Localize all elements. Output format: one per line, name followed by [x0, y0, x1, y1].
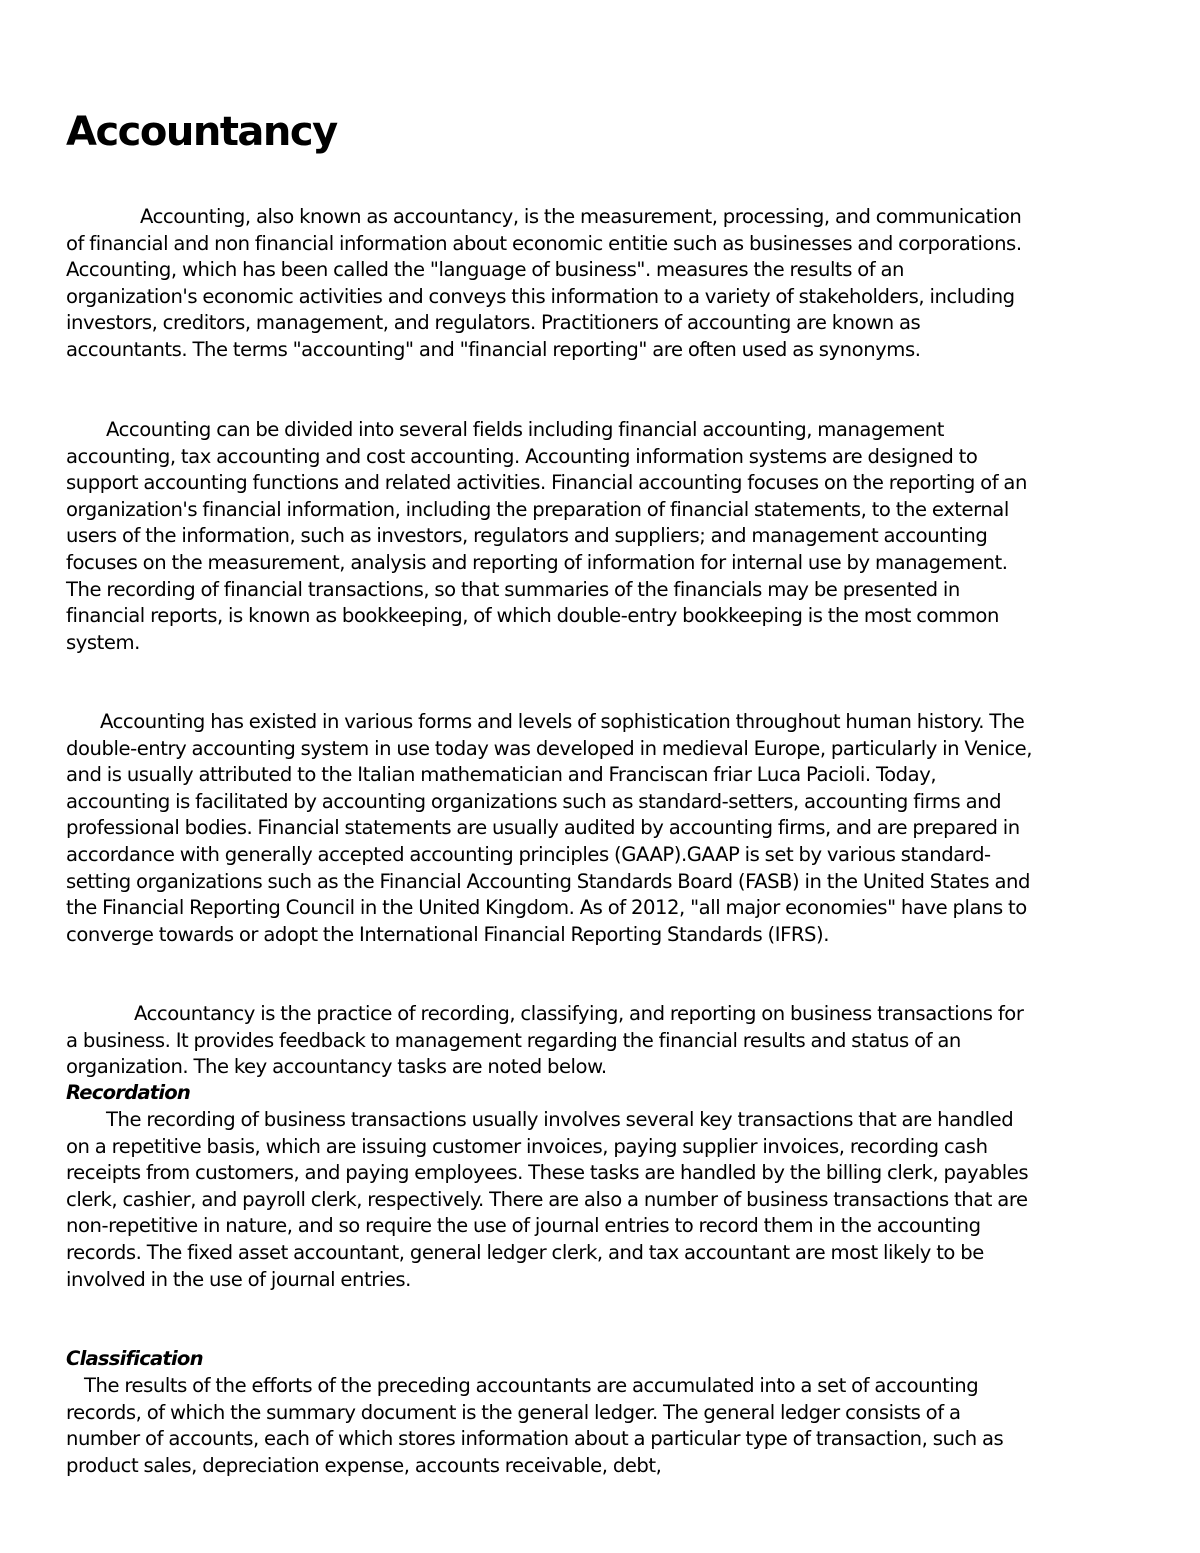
- practice-paragraph: Accountancy is the practice of recording, classifying, and reporting on business transactions for a business. It provides feedback to management regarding the financial results and status of an organization. The key accountancy tasks are noted below.: [66, 1002, 1024, 1079]
- classification-heading: Classification: [66, 1347, 203, 1370]
- history-paragraph: Accounting has existed in various forms and levels of sophistication throughout human history. The double-entry accounting system in use today was developed in medieval Europe, particularly in Venice, and is usually attributed to the Italian mathematician and Franciscan friar Luca Pacioli. Today, accounting is facilitated by accounting organizations such as standard-setters, accounting firms and professional bodies. Financial statements are usually audited by accounting firms, and are prepared in accordance with generally accepted accounting principles (GAAP).GAAP is set by various standard-setting organizations such as the Financial Accounting Standards Board (FASB) in the United States and the Financial Reporting Council in the United Kingdom. As of 2012, "all major economies" have plans to converge towards or adopt the International Financial Reporting Standards (IFRS).: [66, 710, 1033, 946]
- recordation-paragraph: The recording of business transactions usually involves several key transactions that are handled on a repetitive basis, which are issuing customer invoices, paying supplier invoices, recording cash receipts from customers, and paying employees. These tasks are handled by the billing clerk, payables clerk, cashier, and payroll clerk, respectively. There are also a number of business transactions that are non-repetitive in nature, and so require the use of journal entries to record them in the accounting records. The fixed asset accountant, general ledger clerk, and tax accountant are most likely to be involved in the use of journal entries.: [66, 1108, 1029, 1291]
- recordation-heading: Recordation: [66, 1081, 191, 1104]
- fields-paragraph: Accounting can be divided into several fields including financial accounting, management accounting, tax accounting and cost accounting. Accounting information systems are designed to support accounting functions and related activities. Financial accounting focuses on the reporting of an organization's financial information, including the preparation of financial statements, to the external users of the information, such as investors, regulators and suppliers; and management accounting focuses on the measurement, analysis and reporting of information for internal use by management. The recording of financial transactions, so that summaries of the financials may be presented in financial reports, is known as bookkeeping, of which double-entry bookkeeping is the most common system.: [66, 418, 1027, 654]
- page-title: Accountancy: [66, 109, 337, 155]
- intro-paragraph: Accounting, also known as accountancy, is the measurement, processing, and communication of financial and non financial information about economic entitie such as businesses and corporations. Accounting, which has been called the "language of business". measures the results of an organization's economic activities and conveys this information to a variety of stakeholders, including investors, creditors, management, and regulators. Practitioners of accounting are known as accountants. The terms "accounting" and "financial reporting" are often used as synonyms.: [66, 205, 1022, 361]
- classification-paragraph: The results of the efforts of the preceding accountants are accumulated into a set of accounting records, of which the summary document is the general ledger. The general ledger consists of a number of accounts, each of which stores information about a particular type of transaction, such as product sales, depreciation expense, accounts receivable, debt,: [66, 1374, 1004, 1477]
